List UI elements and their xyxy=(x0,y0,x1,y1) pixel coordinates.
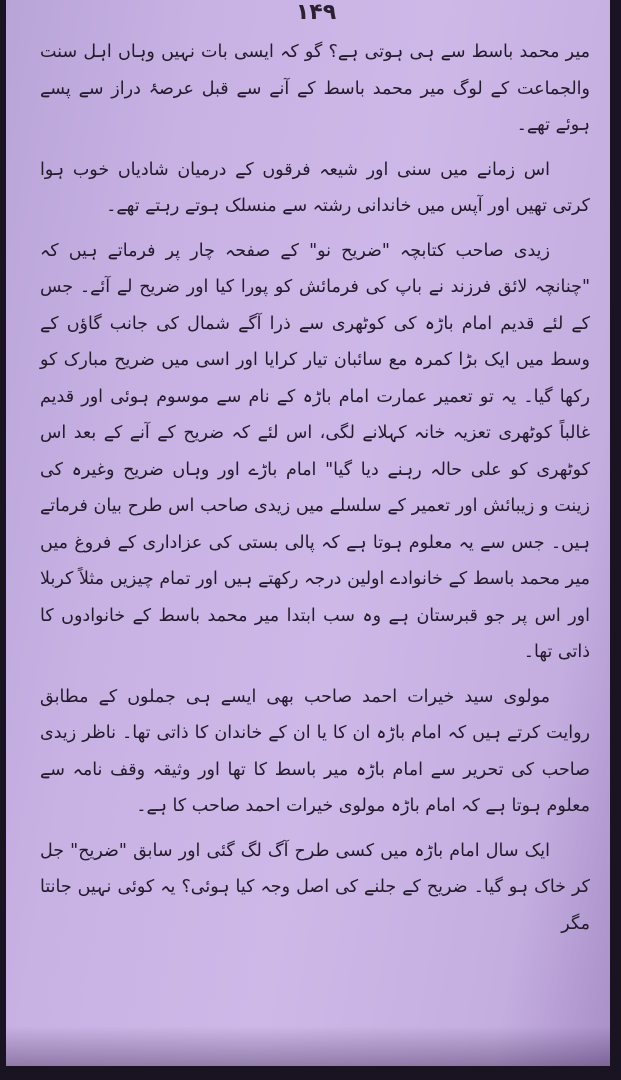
paragraph-2: اس زمانے میں سنی اور شیعہ فرقوں کے درمیان شادیاں خوب ہوا کرتی تھیں اور آپس میں خاندانی رشتہ سے منسلک ہوتے رہتے تھے۔ xyxy=(40,159,590,216)
page-number: ۱۴۹ xyxy=(295,0,337,25)
paragraph-1: میر محمد باسط سے ہی ہوتی ہے؟ گو کہ ایسی بات نہیں وہاں اہل سنت والجماعت کے لوگ میر محمد باسط کے آنے سے قبل عرصۂ دراز سے پسے ہوئے تھے۔ xyxy=(40,42,590,135)
paragraph-5: ایک سال امام باڑہ میں کسی طرح آگ لگ گئی اور سابق "ضریح" جل کر خاک ہو گیا۔ ضریح کے جلنے کی اصل وجہ کیا ہوئی؟ یہ کوئی نہیں جانتا مگر xyxy=(40,840,590,934)
book-page xyxy=(6,0,610,1066)
paragraph-3: زیدی صاحب کتابچہ "ضریح نو" کے صفحہ چار پر فرماتے ہیں کہ "چنانچہ لائق فرزند نے باپ کی فرمائش کو پورا کیا اور ضریح لے آئے۔ جس کے لئے قدیم امام باڑہ کی کوٹھری سے ذرا آگے شمال کی جانب گاؤں کے وسط میں ایک بڑا کمرہ مع سائبان تیار کرایا اور اسی میں ضریح مبارک کو رکھا گیا۔ یہ تو تعمیر عمارت امام باڑہ کے نام سے موسوم ہوئی اور قدیم غالباً کوٹھری تعزیہ خانہ کہلانے لگی، اس لئے کہ ضریح کے آنے کے بعد اس کوٹھری کو علی حالہ رہنے دیا گیا" امام باڑے اور وہاں ضریح وغیرہ کی زینت و زیبائش اور تعمیر کے سلسلے میں زیدی صاحب اس طرح بیان فرماتے ہیں۔ جس سے یہ معلوم ہوتا ہے کہ پالی بستی کی عزاداری کے فروغ میں میر محمد باسط کے خانوادے اولین درجہ رکھتے ہیں اور تمام چیزیں مثلاً کربلا اور اس پر جو قبرستان ہے وہ سب ابتدا میر محمد باسط کے خانوادوں کا ذاتی تھا۔ xyxy=(40,240,590,662)
paragraph-4: مولوی سید خیرات احمد صاحب بھی ایسے ہی جملوں کے مطابق روایت کرتے ہیں کہ امام باڑہ ان کا یا ان کے خاندان کا ذاتی تھا۔ ناظر زیدی صاحب کی تحریر سے امام باڑہ میر باسط کا تھا اور وثیقہ وقف نامہ سے معلوم ہوتا ہے کہ امام باڑہ مولوی خیرات احمد صاحب کا ہے۔ xyxy=(40,686,590,816)
page-body-text xyxy=(40,34,590,942)
